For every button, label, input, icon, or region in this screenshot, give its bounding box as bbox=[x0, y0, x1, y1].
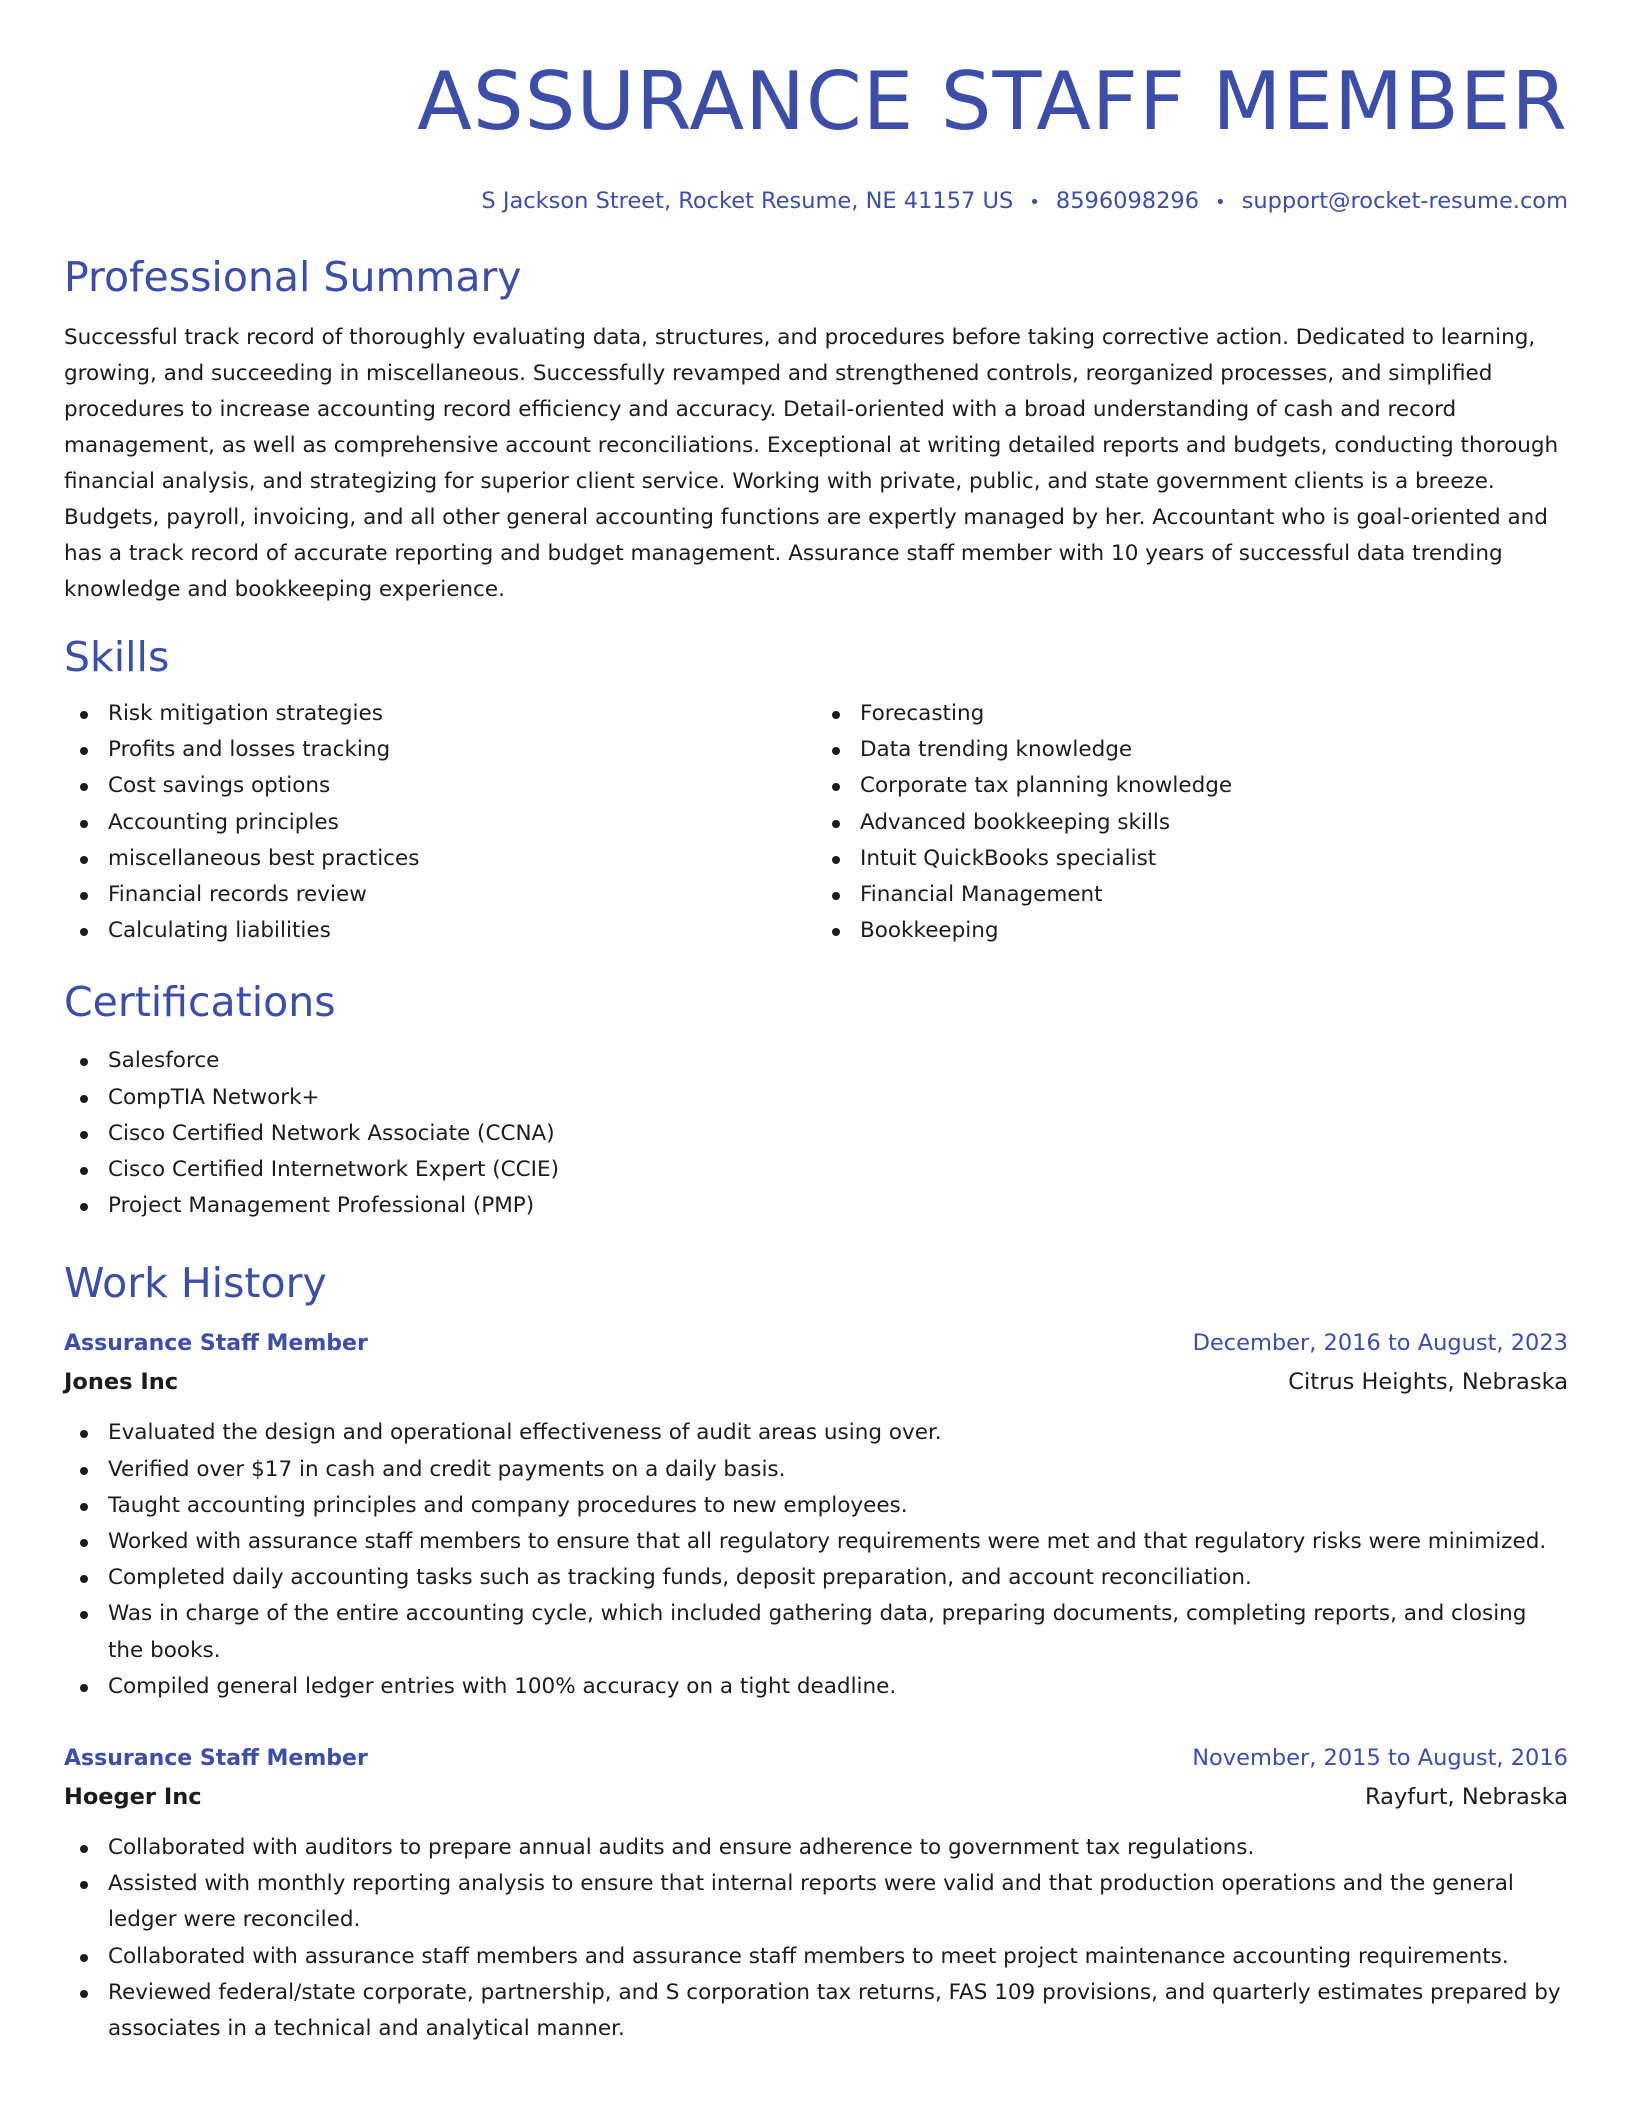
contact-separator: • bbox=[1215, 192, 1226, 213]
job-bullets bbox=[64, 1830, 1568, 2047]
job-bullet: Collaborated with assurance staff members and assurance staff members to meet project maintenance accounting requirements. bbox=[64, 1939, 1568, 1975]
job-company: Hoeger Inc bbox=[64, 1784, 202, 1811]
job-bullet: Taught accounting principles and company procedures to new employees. bbox=[64, 1488, 1568, 1524]
certification-item: Salesforce bbox=[64, 1043, 1568, 1079]
contact-separator: • bbox=[1029, 192, 1040, 213]
contact-address: S Jackson Street, Rocket Resume, NE 41157 US bbox=[481, 188, 1014, 214]
skills-list-left bbox=[64, 696, 816, 949]
job-bullet: Was in charge of the entire accounting cycle, which included gathering data, preparing documents, completing reports, and closing the books. bbox=[64, 1596, 1568, 1668]
job-bullet: Completed daily accounting tasks such as tracking funds, deposit preparation, and account reconciliation. bbox=[64, 1560, 1568, 1596]
skill-item: Financial Management bbox=[816, 877, 1568, 913]
certification-item: Cisco Certified Network Associate (CCNA) bbox=[64, 1116, 1568, 1152]
skill-item: Advanced bookkeeping skills bbox=[816, 805, 1568, 841]
job-bullet: Verified over $17 in cash and credit payments on a daily basis. bbox=[64, 1452, 1568, 1488]
job-location: Citrus Heights, Nebraska bbox=[1288, 1369, 1568, 1396]
certifications-heading: Certifications bbox=[64, 978, 336, 1027]
job-bullet: Collaborated with auditors to prepare annual audits and ensure adherence to government tax regulations. bbox=[64, 1830, 1568, 1866]
summary-heading: Professional Summary bbox=[64, 253, 522, 301]
certification-item: Project Management Professional (PMP) bbox=[64, 1188, 1568, 1224]
job-company-row bbox=[64, 1778, 1568, 1816]
skill-item: Profits and losses tracking bbox=[64, 732, 816, 768]
certifications-list bbox=[64, 1043, 1568, 1224]
job-title: Assurance Staff Member bbox=[64, 1331, 368, 1357]
summary-text: Successful track record of thoroughly evaluating data, structures, and procedures before taking corrective action. Dedicated to learning, growing, and succeeding in miscellaneous. Successfully revamped and strengthened controls, reorganized processes, and simplified procedures to increase accounting record efficiency and accuracy. Detail-oriented with a broad understanding of cash and record management, as well as comprehensive account reconciliations. Exceptional at writing detailed reports and budgets, conducting thorough financial analysis, and strategizing for superior client service. Working with private, public, and state government clients is a breeze. Budgets, payroll, invoicing, and all other general accounting functions are expertly managed by her. Accountant who is goal-oriented and has a track record of accurate reporting and budget management. Assurance staff member with 10 years of successful data trending knowledge and bookkeeping experience. bbox=[64, 325, 1559, 602]
job-title-row bbox=[64, 1324, 1568, 1363]
job-title-row bbox=[64, 1739, 1568, 1778]
skill-item: Risk mitigation strategies bbox=[64, 696, 816, 732]
contact-phone: 8596098296 bbox=[1055, 188, 1200, 214]
job-entry bbox=[64, 1324, 1568, 1705]
skill-item: Data trending knowledge bbox=[816, 732, 1568, 768]
contact-line bbox=[64, 186, 1568, 218]
job-dates: December, 2016 to August, 2023 bbox=[1192, 1330, 1568, 1357]
job-bullet: Assisted with monthly reporting analysis to ensure that internal reports were valid and that production operations and the general ledger were reconciled. bbox=[64, 1866, 1568, 1938]
certification-item: CompTIA Network+ bbox=[64, 1080, 1568, 1116]
job-bullet: Reviewed federal/state corporate, partnership, and S corporation tax returns, FAS 109 provisions, and quarterly estimates prepared by associates in a technical and analytical manner. bbox=[64, 1975, 1568, 2047]
skill-item: Bookkeeping bbox=[816, 913, 1568, 949]
skill-item: miscellaneous best practices bbox=[64, 841, 816, 877]
skill-item: Cost savings options bbox=[64, 768, 816, 804]
resume-name: ASSURANCE STAFF MEMBER bbox=[417, 55, 1568, 148]
certification-item: Cisco Certified Internetwork Expert (CCIE) bbox=[64, 1152, 1568, 1188]
job-bullet: Compiled general ledger entries with 100% accuracy on a tight deadline. bbox=[64, 1669, 1568, 1705]
skills-columns bbox=[64, 696, 1568, 949]
job-bullets bbox=[64, 1415, 1568, 1705]
job-location: Rayfurt, Nebraska bbox=[1365, 1784, 1568, 1811]
job-title: Assurance Staff Member bbox=[64, 1746, 368, 1772]
job-bullet: Worked with assurance staff members to ensure that all regulatory requirements were met and that regulatory risks were minimized. bbox=[64, 1524, 1568, 1560]
job-dates: November, 2015 to August, 2016 bbox=[1192, 1745, 1568, 1772]
work-history-heading: Work History bbox=[64, 1259, 327, 1308]
skill-item: Accounting principles bbox=[64, 805, 816, 841]
job-entry bbox=[64, 1739, 1568, 2047]
job-company: Jones Inc bbox=[64, 1369, 179, 1396]
skill-item: Corporate tax planning knowledge bbox=[816, 768, 1568, 804]
skill-item: Calculating liabilities bbox=[64, 913, 816, 949]
skills-heading: Skills bbox=[64, 633, 170, 681]
job-company-row bbox=[64, 1363, 1568, 1401]
job-bullet: Evaluated the design and operational effectiveness of audit areas using over. bbox=[64, 1415, 1568, 1451]
resume-header bbox=[64, 52, 1568, 218]
skill-item: Forecasting bbox=[816, 696, 1568, 732]
skills-list-right bbox=[816, 696, 1568, 949]
skill-item: Financial records review bbox=[64, 877, 816, 913]
skill-item: Intuit QuickBooks specialist bbox=[816, 841, 1568, 877]
contact-email: support@rocket-resume.com bbox=[1241, 188, 1568, 214]
